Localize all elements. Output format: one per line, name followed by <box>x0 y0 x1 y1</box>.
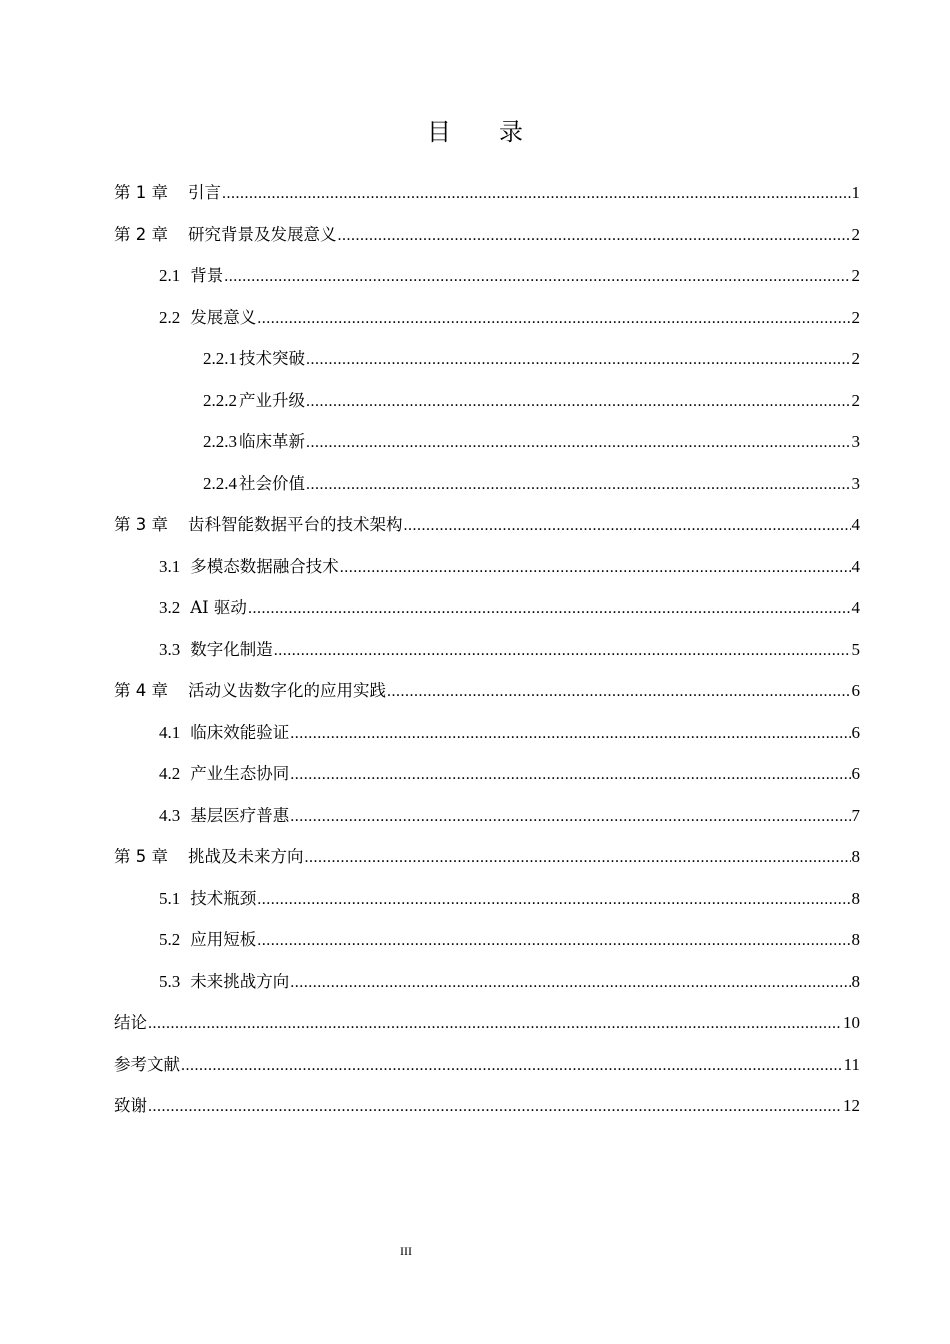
dot-leader <box>290 713 850 755</box>
dot-leader <box>257 298 850 340</box>
toc-entry-title: 结论 <box>114 1013 147 1032</box>
toc-entry-number: 2.2.2 <box>203 390 237 410</box>
toc-entry-page: 2 <box>851 224 860 244</box>
dot-leader <box>306 464 851 506</box>
toc-entry-number: 3.3 <box>159 639 181 659</box>
toc-entry-title: 技术突破 <box>239 349 305 368</box>
toc-entry-page: 3 <box>851 473 860 493</box>
toc-entry-page: 4 <box>851 598 860 617</box>
toc-entry[interactable] <box>114 172 860 214</box>
toc-entry-number: 3.2 <box>159 598 181 617</box>
dot-leader <box>257 920 850 962</box>
toc-entry-title: 基层医疗普惠 <box>190 805 290 825</box>
toc-entry[interactable] <box>114 629 860 671</box>
toc-entry-page: 6 <box>851 722 860 742</box>
toc-entry[interactable] <box>114 1002 860 1044</box>
toc-entry-title: 数字化制造 <box>190 639 273 659</box>
toc-entry-number: 第 3 章 <box>114 515 168 534</box>
dot-leader <box>274 630 851 672</box>
dot-leader <box>306 422 851 464</box>
toc-entry[interactable] <box>114 670 860 712</box>
dot-leader <box>148 1003 842 1045</box>
dot-leader <box>404 505 851 547</box>
dot-leader <box>306 339 851 381</box>
toc-entry-title: 发展意义 <box>190 307 257 327</box>
dot-leader <box>306 381 851 423</box>
dot-leader <box>248 588 851 630</box>
page-title: 目 录 <box>427 118 523 146</box>
toc-entry-title: 致谢 <box>114 1096 147 1115</box>
toc-entry[interactable] <box>114 919 860 961</box>
toc-entry-title: 背景 <box>190 266 224 285</box>
toc-entry-number: 第 5 章 <box>114 847 168 866</box>
toc-entry-title: 临床革新 <box>239 432 305 451</box>
dot-leader <box>181 1045 843 1087</box>
toc-entry-title: 产业升级 <box>239 390 305 410</box>
toc-entry-page: 12 <box>843 1096 860 1115</box>
toc-entry-page: 6 <box>851 764 860 783</box>
toc-entry-number: 2.2.3 <box>203 432 237 451</box>
toc-entry-number: 5.3 <box>159 971 181 991</box>
dot-leader <box>305 837 851 879</box>
toc-entry[interactable] <box>114 712 860 754</box>
toc-entry-title: 应用短板 <box>190 930 257 949</box>
toc-entry-page: 7 <box>851 805 860 825</box>
toc-entry-page: 4 <box>851 515 860 534</box>
toc-entry[interactable] <box>114 836 860 878</box>
toc-entry[interactable] <box>114 1044 860 1086</box>
toc-entry[interactable] <box>114 587 860 629</box>
toc-entry-number: 2.2.1 <box>203 349 237 368</box>
dot-leader <box>340 547 851 589</box>
toc-entry-page: 2 <box>851 349 860 368</box>
toc-entry[interactable] <box>114 380 860 422</box>
toc-entry-page: 11 <box>843 1054 860 1074</box>
toc-entry[interactable] <box>114 1085 860 1127</box>
toc-entry-number: 4.3 <box>159 805 181 825</box>
toc-entry-page: 8 <box>851 888 860 908</box>
toc-entry-page: 5 <box>851 639 860 659</box>
dot-leader <box>222 173 851 215</box>
toc-entry-number: 第 1 章 <box>114 183 168 202</box>
toc-entry-title: 社会价值 <box>239 473 305 493</box>
toc-entry[interactable] <box>114 255 860 297</box>
toc-entry-title: 挑战及未来方向 <box>188 847 304 866</box>
dot-leader <box>290 754 850 796</box>
toc-entry-number: 4.2 <box>159 764 181 783</box>
toc-entry-number: 5.2 <box>159 930 181 949</box>
toc-entry-title: 引言 <box>188 183 221 202</box>
toc-entry-title: 齿科智能数据平台的技术架构 <box>188 515 403 534</box>
toc-entry-title: 未来挑战方向 <box>190 971 290 991</box>
toc-entry-page: 8 <box>851 971 860 991</box>
toc-entry[interactable] <box>114 338 860 380</box>
toc-entry-number: 4.1 <box>159 722 181 742</box>
toc-entry-number: 2.2 <box>159 307 181 327</box>
toc-entry-page: 4 <box>851 556 860 576</box>
dot-leader <box>224 256 850 298</box>
toc-entry[interactable] <box>114 795 860 837</box>
toc-entry-title: 产业生态协同 <box>190 764 290 783</box>
toc-entry-title: AI 驱动 <box>190 598 247 617</box>
toc-entry-title: 临床效能验证 <box>190 722 290 742</box>
toc-entry-page: 10 <box>843 1013 860 1032</box>
toc-entry-number: 3.1 <box>159 556 181 576</box>
toc-entry-page: 2 <box>851 266 860 285</box>
toc-entry[interactable] <box>114 214 860 256</box>
toc-entry-number: 第 2 章 <box>114 224 168 244</box>
toc-entry-title: 参考文献 <box>114 1054 180 1074</box>
toc-entry-number: 2.2.4 <box>203 473 237 493</box>
toc-entry[interactable] <box>114 504 860 546</box>
dot-leader <box>290 796 850 838</box>
toc-entry[interactable] <box>114 421 860 463</box>
toc-entry[interactable] <box>114 753 860 795</box>
toc-entry[interactable] <box>114 463 860 505</box>
toc-entry-number: 5.1 <box>159 888 181 908</box>
toc-entry-title: 研究背景及发展意义 <box>188 224 337 244</box>
toc-entry-title: 技术瓶颈 <box>190 888 257 908</box>
toc-entry-page: 2 <box>851 390 860 410</box>
toc-entry-page: 1 <box>851 183 860 202</box>
toc-entry[interactable] <box>114 961 860 1003</box>
toc-entry-number: 2.1 <box>159 266 181 285</box>
dot-leader <box>148 1086 842 1128</box>
toc-entry-page: 8 <box>851 847 860 866</box>
toc-entry-title: 多模态数据融合技术 <box>190 556 339 576</box>
toc-entry-page: 8 <box>851 930 860 949</box>
toc-entry-page: 3 <box>851 432 860 451</box>
page-number: III <box>400 1244 412 1258</box>
toc-entry[interactable] <box>114 546 860 588</box>
dot-leader <box>257 879 850 921</box>
dot-leader <box>338 215 851 257</box>
table-of-contents <box>114 172 860 1127</box>
dot-leader <box>290 962 850 1004</box>
dot-leader <box>387 671 851 713</box>
toc-entry-number: 第 4 章 <box>114 681 168 700</box>
toc-entry[interactable] <box>114 878 860 920</box>
toc-entry[interactable] <box>114 297 860 339</box>
toc-entry-page: 6 <box>851 681 860 700</box>
toc-entry-title: 活动义齿数字化的应用实践 <box>188 681 386 700</box>
toc-entry-page: 2 <box>851 307 860 327</box>
